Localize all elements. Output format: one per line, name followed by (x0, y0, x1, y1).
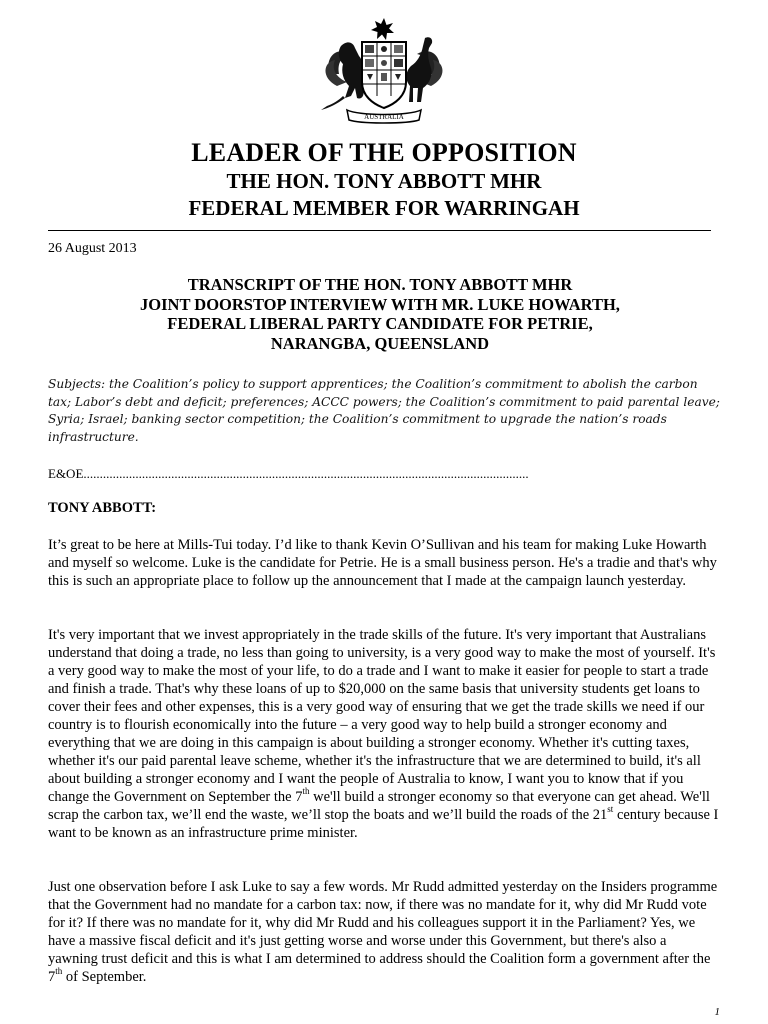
paragraph-text: It's very important that we invest appropriately in the trade skills of the future. It's very important that Australians understand that doing a trade, no less than going to university, is a very good way to make the most of yourself. It's a very good way to make the most of your life, to do a trade and I want to make it easier for people to start a trade and finish a trade. That's why these loans of up to $20,000 on the same basis that university students get loans to cover their fees and other expenses, this is a very good way of ensuring that we get the trade skills we need if our country is to flourish economically into the future – a very good way to help build a stronger economy and everything that we are doing in this campaign is about building a stronger economy. Whether it's cutting taxes, whether it's our paid parental leave scheme, whether it's the infrastructure that we are determined to build, it's all about building a stronger economy and I want the people of Australia to know, I want you to know that if you change the Government on September the 7 (48, 627, 716, 805)
paragraph-text: century because I want to be known as an infrastructure prime minister. (48, 807, 719, 841)
letterhead-title: LEADER OF THE OPPOSITION (191, 138, 577, 167)
paragraph-text: we'll build a stronger economy so that everyone can get ahead. We'll scrap the carbon tax, we’ll end the waste, we’ll stop the boats and we’ll build the roads of the 21 (48, 789, 710, 823)
body-paragraph (48, 878, 720, 986)
document-date: 26 August 2013 (48, 241, 137, 256)
transcript-title-line: JOINT DOORSTOP INTERVIEW WITH MR. LUKE HOWARTH, (140, 294, 620, 314)
transcript-title-line: FEDERAL LIBERAL PARTY CANDIDATE FOR PETRIE, (167, 314, 593, 333)
coat-of-arms-emblem (307, 16, 461, 126)
speaker-label: TONY ABBOTT: (48, 500, 157, 516)
body-paragraph (48, 626, 720, 842)
paragraph-text: of September. (62, 969, 147, 985)
transcript-title-line: NARANGBA, QUEENSLAND (270, 333, 490, 353)
eoe-notice: E&OE......................................................................................................................................... (48, 466, 529, 481)
ordinal-suffix: th (55, 966, 63, 977)
header-rule (48, 230, 711, 231)
subjects-list: Subjects: the Coalition’s policy to support apprentices; the Coalition’s commitment to abolish the carbon tax; Labor’s debt and deficit; preferences; ACCC powers; the Coalition’s commitment to paid parental leave; Syria; Israel; banking sector competition; the Coalition’s commitment to upgrade the nation’s roads infrastructure. (48, 377, 720, 444)
ordinal-suffix: st (607, 804, 614, 815)
letterhead-electorate: FEDERAL MEMBER FOR WARRINGAH (188, 196, 580, 220)
transcript-title-line: TRANSCRIPT OF THE HON. TONY ABBOTT MHR (187, 275, 573, 294)
crest-label: AUSTRALIA (364, 113, 404, 121)
body-paragraph: It’s great to be here at Mills-Tui today. I’d like to thank Kevin O’Sullivan and his team for making Luke Howarth and myself so welcome. Luke is the candidate for Petrie. He is a small business person. He's a tradie and that's why this is such an appropriate place to follow up the announcement that I made at the campaign launch yesterday. (48, 537, 717, 589)
transcript-title (48, 275, 712, 353)
page-number: 1 (714, 1006, 720, 1018)
letterhead-member-name: THE HON. TONY ABBOTT MHR (226, 169, 542, 193)
ordinal-suffix: th (302, 786, 310, 797)
letterhead (48, 138, 720, 222)
paragraph-text: Just one observation before I ask Luke to say a few words. Mr Rudd admitted yesterday on the Insiders programme that the Government had no mandate for a carbon tax: now, if there was no mandate for it, why did Mr Rudd vote for it? If there was no mandate for it, why did Mr Rudd and his colleagues support it in the Parliament? Yes, we have a massive fiscal deficit and it's just getting worse and worse under this Government, but there's also a yawning trust deficit and this is what I am determined to address should the Coalition form a government after the 7 (48, 879, 718, 985)
